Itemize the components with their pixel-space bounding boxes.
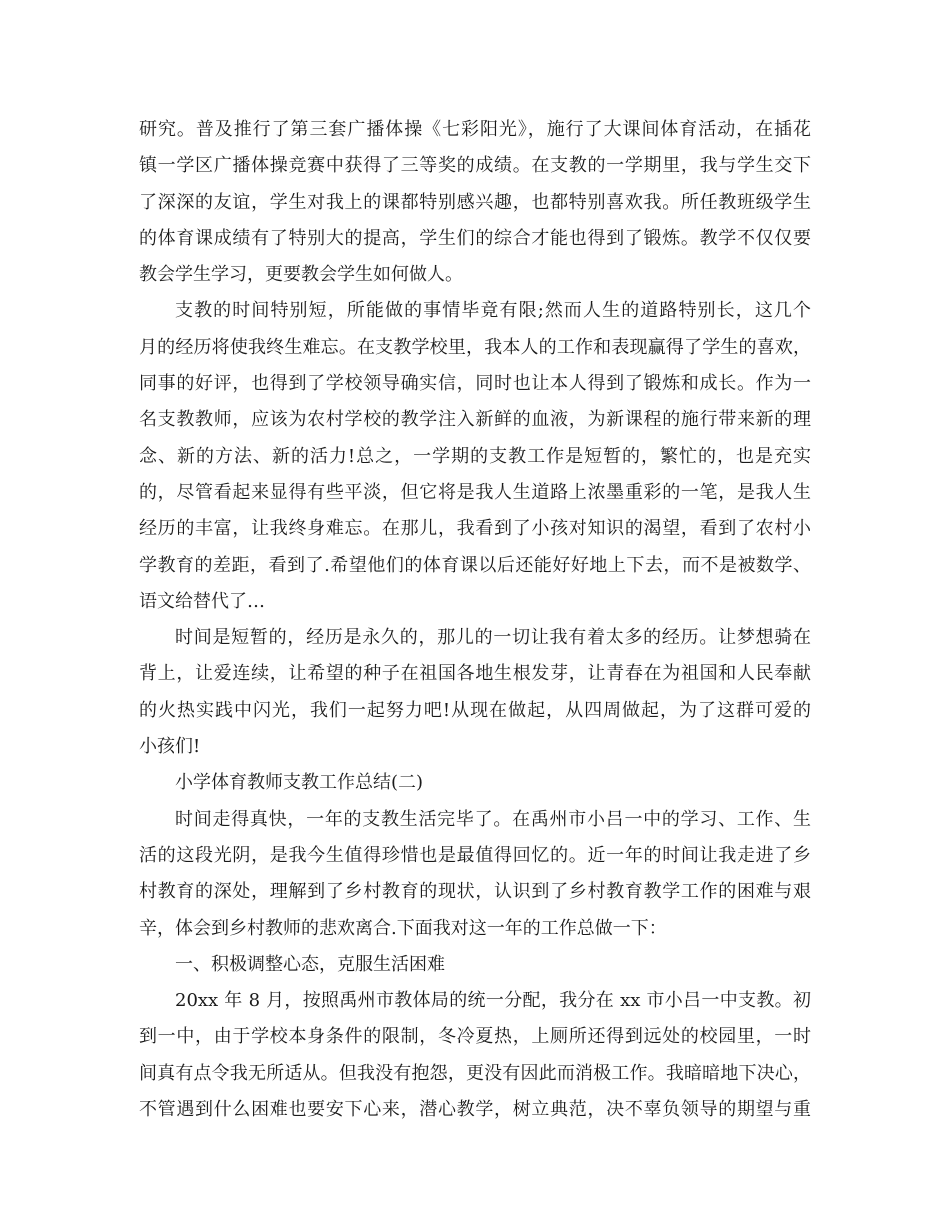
text-line: 语文给替代了… [139, 590, 265, 612]
text-line: 月的经历将使我终生难忘。在支教学校里，我本人的工作和表现赢得了学生的喜欢， [139, 336, 811, 358]
text-line: 教会学生学习，更要教会学生如何做人。 [139, 264, 463, 286]
text-line: 辛，体会到乡村教师的悲欢离合.下面我对这一年的工作总做一下： [139, 917, 667, 939]
text-line: 背上，让爱连续，让希望的种子在祖国各地生根发芽，让青春在为祖国和人民奉献 [139, 663, 811, 685]
paragraph-start-line: 20xx 年 8 月，按照禹州市教体局的统一分配，我分在 xx 市小吕一中支教。初 [175, 990, 811, 1012]
subsection-heading: 一、积极调整心态，克服生活困难 [175, 953, 445, 975]
document-body [139, 112, 811, 1128]
text-line: 研究。普及推行了第三套广播体操《七彩阳光》，施行了大课间体育活动，在插花 [139, 119, 811, 140]
paragraph-start-line: 支教的时间特别短，所能做的事情毕竟有限;然而人生的道路特别长，这几个 [175, 300, 811, 322]
text-line: 不管遇到什么困难也要安下心来，潜心教学，树立典范，决不辜负领导的期望与重 [139, 1099, 811, 1121]
text-line: 镇一学区广播体操竞赛中获得了三等奖的成绩。在支教的一学期里，我与学生交下 [139, 155, 811, 177]
text-line: 小孩们! [139, 736, 201, 758]
text-line: 活的这段光阴，是我今生值得珍惜也是最值得回忆的。近一年的时间让我走进了乡 [139, 844, 811, 866]
text-line: 学教育的差距，看到了.希望他们的体育课以后还能好好地上下去，而不是被数学、 [139, 554, 811, 576]
paragraph-start-line: 时间是短暂的，经历是永久的，那儿的一切让我有着太多的经历。让梦想骑在 [175, 627, 811, 649]
text-line: 间真有点令我无所适从。但我没有抱怨，更没有因此而消极工作。我暗暗地下决心， [139, 1062, 811, 1084]
paragraph-start-line: 时间走得真快，一年的支教生活完毕了。在禹州市小吕一中的学习、工作、生 [175, 808, 811, 830]
text-line: 经历的丰富，让我终身难忘。在那儿，我看到了小孩对知识的渴望，看到了农村小 [139, 518, 811, 540]
text-line: 念、新的方法、新的活力!总之，一学期的支教工作是短暂的，繁忙的，也是充实 [139, 445, 811, 467]
text-line: 到一中，由于学校本身条件的限制，冬冷夏热，上厕所还得到远处的校园里，一时 [139, 1026, 811, 1048]
text-line: 同事的好评，也得到了学校领导确实信，同时也让本人得到了锻炼和成长。作为一 [139, 373, 811, 395]
text-line: 的，尽管看起来显得有些平淡，但它将是我人生道路上浓墨重彩的一笔，是我人生 [139, 481, 811, 503]
section-heading: 小学体育教师支教工作总结(二) [175, 772, 424, 794]
text-line: 的体育课成绩有了特别大的提高，学生们的综合才能也得到了锻炼。教学不仅仅要 [139, 227, 811, 249]
text-line: 了深深的友谊，学生对我上的课都特别感兴趣，也都特别喜欢我。所任教班级学生 [139, 191, 811, 213]
text-line: 村教育的深处，理解到了乡村教育的现状，认识到了乡村教育教学工作的困难与艰 [139, 881, 811, 903]
text-line: 名支教教师，应该为农村学校的教学注入新鲜的血液，为新课程的施行带来新的理 [139, 409, 811, 431]
text-line: 的火热实践中闪光，我们一起努力吧!从现在做起，从四周做起，为了这群可爱的 [139, 699, 811, 721]
